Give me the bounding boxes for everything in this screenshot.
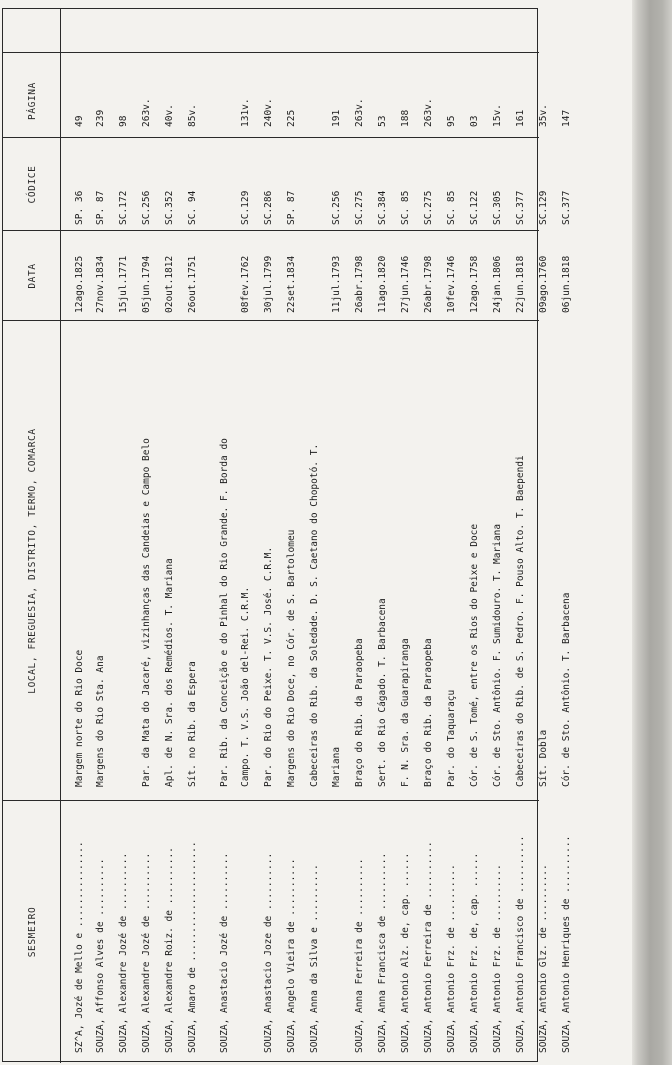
table-row [90,9,111,1063]
codice-cell: SC.275 [423,190,434,225]
codice-cell: SC. 85 [400,190,411,225]
codice-cell: SC.172 [118,190,129,225]
page-cell [214,65,235,127]
sesmeiro-cell: SOUZA, Antonio Frz. de, cap. ...... [469,852,480,1053]
local-cell: Cabeceiras do Rib. de S. Pedro. F. Pouso Alto. T. Baependi [515,455,526,787]
header-codice: CÓDICE [26,165,38,204]
local-cell: Sít. no Rib. da Espera [187,661,198,787]
table-row [464,9,485,1063]
local-cell: Cór. de Sto. Antônio. T. Barbacena [561,592,572,787]
table-row [281,9,302,1063]
date-cell: 11jul.1793 [331,255,342,313]
page-cell: 15v. [492,104,503,127]
sesmeiro-cell: SOUZA, Amaro de ..................... [187,841,198,1053]
date-cell: 27jun.1746 [400,255,411,313]
table-row [136,9,157,1063]
table-row [349,9,370,1063]
header-sesmeiro: SESMEIRO [26,906,38,958]
sesmeiro-cell [235,813,256,1053]
page-cell: 147 [561,109,572,127]
table-row [441,9,462,1063]
page-cell: 95 [446,115,457,127]
header-local: LOCAL, FREGUESIA, DISTRITO, TERMO, COMARCA [26,428,38,694]
local-cell: Mariana [331,746,342,787]
header-data: DATA [26,263,38,289]
sesmeiro-cell: SZ^A, Jozé de Mello e ............... [74,841,85,1053]
date-cell: 27nov.1834 [95,255,106,313]
local-cell: Campo. T. V.S. João del-Rei. C.R.M. [240,586,251,787]
page-cell: 191 [331,109,342,127]
date-cell: 26abr.1798 [354,255,365,313]
local-cell: Margens do Rio Sta. Ana [95,655,106,787]
codice-cell: SC. 85 [446,190,457,225]
table-row [69,9,90,1063]
page-cell: 53 [377,115,388,127]
codice-cell: SC.286 [263,190,274,225]
page-cell: 225 [286,109,297,127]
table-row [214,9,235,1063]
page-cell: 161 [515,109,526,127]
sesmeiro-cell [326,813,347,1053]
table-row [258,9,279,1063]
page-cell: 40v. [164,104,175,127]
date-cell: 22set.1834 [286,255,297,313]
table-row [304,9,325,1063]
page-cell: 263v. [354,98,365,127]
codice-cell: SC.305 [492,190,503,225]
sesmeiro-cell: SOUZA, Alexandre Jozé de .......... [141,852,152,1053]
sesmeiro-cell: SOUZA, Anna Francisca de .......... [377,852,388,1053]
date-cell [304,235,325,313]
sesmeiro-cell: SOUZA, Angelo Vieira de .......... [286,858,297,1053]
sesmeiro-cell: SOUZA, Anastacio Jozé de .......... [219,852,230,1053]
date-cell: 30jul.1799 [263,255,274,313]
sesmeiro-cell: SOUZA, Antonio Francisco de .......... [515,835,526,1053]
codice-cell: SC. 94 [187,190,198,225]
date-cell: 10fev.1746 [446,255,457,313]
sesmeiro-cell: SOUZA, Antonio Alz. de, cap. ...... [400,852,411,1053]
local-cell: Braço do Rib. da Paraopeba [423,638,434,787]
date-cell: 08fev.1762 [240,255,251,313]
page-cell: 03 [469,115,480,127]
page-cell: 131v. [240,98,251,127]
table-row [510,9,531,1063]
codice-cell [304,147,325,225]
page-cell: 188 [400,109,411,127]
sesmarias-table [2,8,572,1062]
codice-cell: SC.377 [561,190,572,225]
date-cell: 05jun.1794 [141,255,152,313]
date-cell: 12ago.1758 [469,255,480,313]
local-cell: Margem norte do Rio Doce [74,649,85,787]
sesmeiro-cell: SOUZA, Antonio Ferreira de .......... [423,841,434,1053]
header-pagina: PÁGINA [26,82,38,120]
local-cell: Par. do Taquaraçu [446,689,457,787]
codice-cell: SP. 36 [74,190,85,225]
sesmeiro-cell: SOUZA, Antonio Frz. de .......... [492,864,503,1053]
date-cell: 09ago.1760 [538,255,549,313]
codice-cell: SP. 87 [95,190,106,225]
sesmeiro-cell: SOUZA, Antonio Glz. de .......... [538,864,549,1053]
book-spine-shadow [632,0,672,1065]
date-cell: 11ago.1820 [377,255,388,313]
local-cell: Cabeceiras do Rib. da Soledade. D. S. Caetano do Chopotó. T. [309,443,320,787]
date-cell: 06jun.1818 [561,255,572,313]
table-header [3,9,61,1063]
table-row [235,9,256,1063]
table-row [556,9,577,1063]
local-cell: Par. Rib. da Conceição e do Pinhal do Rio Grande. F. Borda do [219,438,230,787]
sesmeiro-cell: SOUZA, Antonio Frz. de .......... [446,864,457,1053]
local-cell: Cór. de Sto. Antônio. F. Sumidouro. T. Mariana [492,523,503,787]
table-row [182,9,203,1063]
sesmeiro-cell: SOUZA, Anna da Silva e .......... [309,864,320,1053]
page-cell: 263v. [141,98,152,127]
sesmeiro-cell: SOUZA, Anastacio Joze de .......... [263,852,274,1053]
local-cell: Par. da Mata do Jacaré, vizinhanças das Candeias e Campo Belo [141,438,152,787]
local-cell [113,324,134,787]
codice-cell: SC.129 [538,190,549,225]
date-cell: 26out.1751 [187,255,198,313]
page-cell: 35v. [538,104,549,127]
codice-cell [214,147,235,225]
codice-cell: SC.256 [331,190,342,225]
table-row [159,9,180,1063]
page-cell: 240v. [263,98,274,127]
page-cell: 85v. [187,104,198,127]
table-row [418,9,439,1063]
codice-cell: SC.256 [141,190,152,225]
date-cell: 15jul.1771 [118,255,129,313]
date-cell: 12ago.1825 [74,255,85,313]
local-cell: Braço do Rib. da Paraopeba [354,638,365,787]
sesmeiro-cell: SOUZA, Antonio Henriques de .......... [561,835,572,1053]
sesmeiro-cell: SOUZA, Alexandre Roiz. de .......... [164,847,175,1053]
local-cell: Sít. Dobla [538,729,549,787]
table-row [395,9,416,1063]
sesmeiro-cell: SOUZA, Anna Ferreira de .......... [354,858,365,1053]
page-cell: 263v. [423,98,434,127]
page-cell: 49 [74,115,85,127]
codice-cell: SC.377 [515,190,526,225]
date-cell: 26abr.1798 [423,255,434,313]
codice-cell: SC.129 [240,190,251,225]
page-cell: 239 [95,109,106,127]
local-cell: Apl. de N. Sra. dos Remédios. T. Mariana [164,558,175,787]
codice-cell: SC.384 [377,190,388,225]
local-cell: Margens do Rio Doce, no Cór. de S. Bartolomeu [286,529,297,787]
table-row [533,9,554,1063]
sesmeiro-cell: SOUZA, Affonso Alves de .......... [95,858,106,1053]
codice-cell: SC.122 [469,190,480,225]
date-cell: 02out.1812 [164,255,175,313]
local-cell: Par. do Rio do Peixe. T. V.S. José. C.R.M. [263,546,274,787]
table-row [113,9,134,1063]
local-cell: Sert. do Rio Cágado. T. Barbacena [377,598,388,787]
table-row [372,9,393,1063]
page-cell [304,65,325,127]
table-row [326,9,347,1063]
date-cell [214,235,235,313]
page-cell: 98 [118,115,129,127]
date-cell: 24jan.1806 [492,255,503,313]
sesmeiro-cell: SOUZA, Alexandre Jozé de .......... [118,852,129,1053]
local-cell: Cór. de S. Tomé, entre os Rios do Peixe e Doce [469,523,480,787]
local-cell: F. N. Sra. da Guarapiranga [400,638,411,787]
rotated-table-body [3,9,572,1063]
date-cell: 22jun.1818 [515,255,526,313]
table-row [487,9,508,1063]
codice-cell: SC.352 [164,190,175,225]
codice-cell: SC.275 [354,190,365,225]
codice-cell: SP. 87 [286,190,297,225]
